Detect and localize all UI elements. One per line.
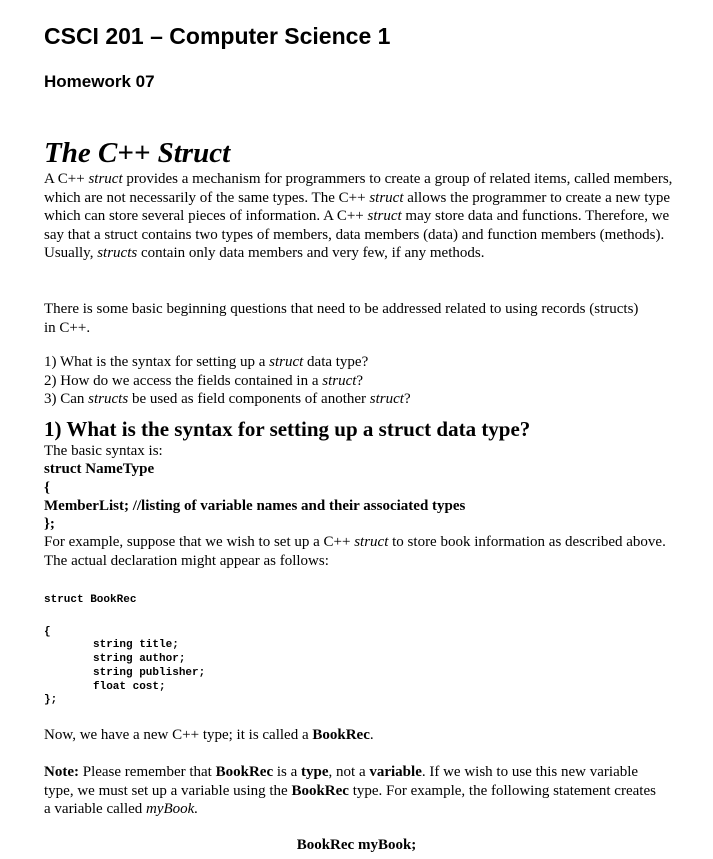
question-1: 1) What is the syntax for setting up a struct data type? <box>44 354 369 370</box>
course-title: CSCI 201 – Computer Science 1 <box>44 23 391 49</box>
section-1-heading: 1) What is the syntax for setting up a struct data type? <box>44 417 531 441</box>
homework-label: Homework 07 <box>44 72 155 91</box>
example-paragraph: For example, suppose that we wish to set up a C++ struct to store book information as described above. The actual declaration might appear as follows: <box>44 534 666 569</box>
bookrec-statement: BookRec myBook; <box>296 837 417 853</box>
basic-syntax-label: The basic syntax is: <box>44 443 163 459</box>
question-3: 3) Can structs be used as field components of another struct? <box>44 391 411 407</box>
syntax-struct-line: struct NameType <box>44 461 155 477</box>
now-paragraph: Now, we have a new C++ type; it is called a BookRec. <box>44 727 374 743</box>
code-close-brace: }; <box>44 694 58 706</box>
code-field-publisher: string publisher; <box>93 667 206 679</box>
question-2: 2) How do we access the fields contained in a struct? <box>44 373 364 389</box>
note-paragraph: Note: Please remember that BookRec is a type, not a variable. If we wish to use this new variable type, we must set up a variable using the BookRec type. For example, the following statement creates a variable called myBook. <box>44 764 656 817</box>
intro-paragraph: A C++ struct provides a mechanism for programmers to create a group of related items, called members, which are not necessarily of the same types. The C++ struct allows the programmer to create a new type which can store several pieces of information. A C++ struct may store data and functions. Therefore, we say that a struct contains two types of members, data members (data) and function members (methods). Usually, structs contain only data members and very few, if any methods. <box>44 171 673 261</box>
code-field-author: string author; <box>93 653 186 665</box>
syntax-open-brace: { <box>44 480 50 496</box>
syntax-close-brace: }; <box>44 516 55 532</box>
code-open-brace: { <box>44 626 51 638</box>
basics-paragraph: There is some basic beginning questions that need to be addressed related to using records (structs) in C++. <box>44 301 639 336</box>
code-field-title: string title; <box>93 639 179 651</box>
section-title: The C++ Struct <box>44 137 231 169</box>
syntax-member-list: MemberList; //listing of variable names and their associated types <box>44 498 466 514</box>
code-struct-decl: struct BookRec <box>44 594 137 606</box>
code-field-cost: float cost; <box>93 681 166 693</box>
